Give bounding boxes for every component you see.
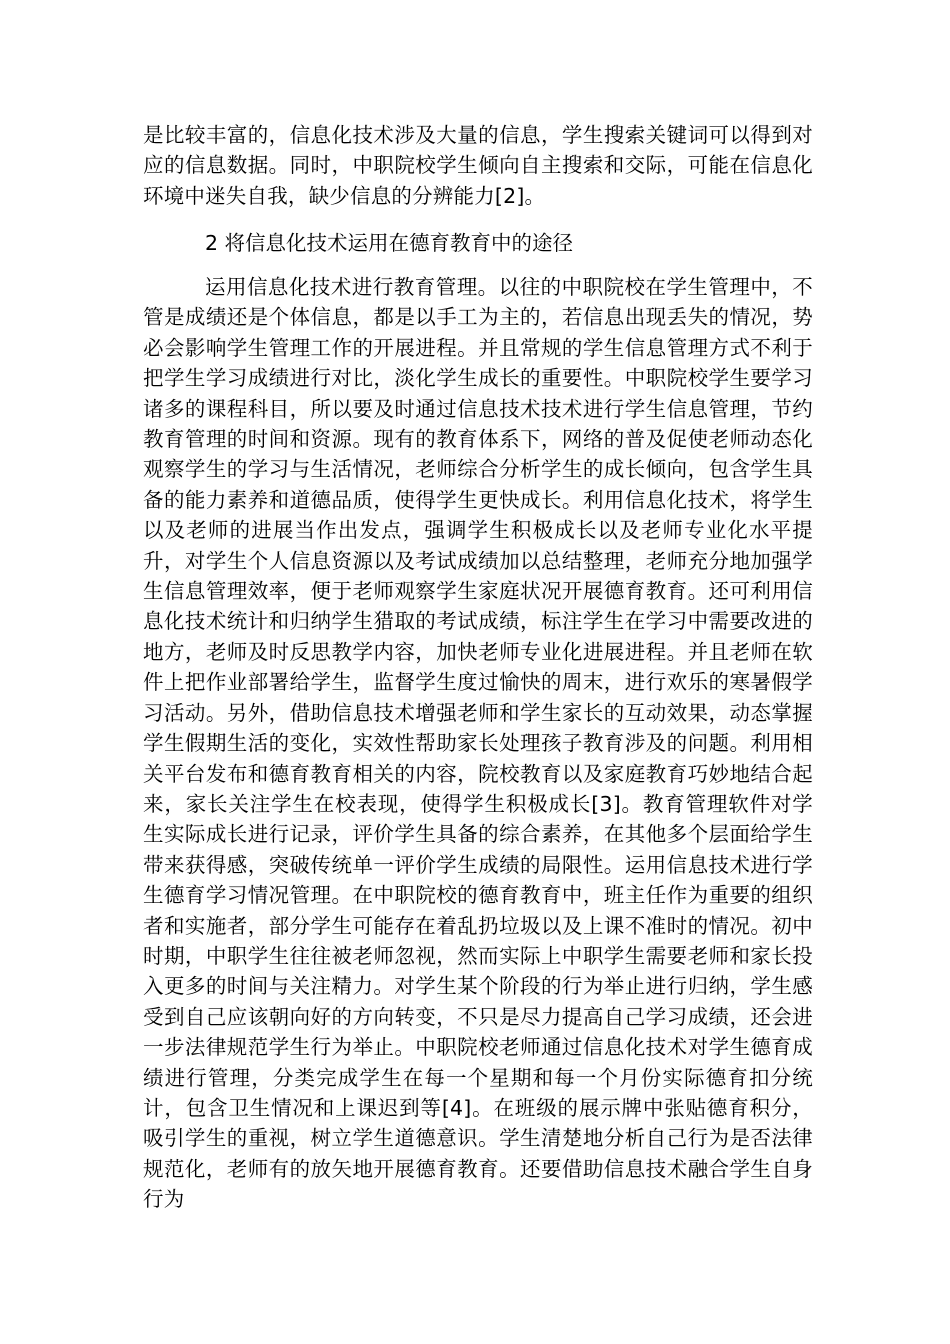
section-heading: 2 将信息化技术运用在德育教育中的途径 [205, 231, 574, 255]
intro-paragraph: 是比较丰富的，信息化技术涉及大量的信息，学生搜索关键词可以得到对应的信息数据。同时，中职院校学生倾向自主搜索和交际，可能在信息化环境中迷失自我，缺少信息的分辨能力[2]。 [143, 123, 813, 208]
main-paragraph: 运用信息化技术进行教育管理。以往的中职院校在学生管理中，不管是成绩还是个体信息，都是以手工为主的，若信息出现丢失的情况，势必会影响学生管理工作的开展进程。并且常规的学生信息管理方式不利于把学生学习成绩进行对比，淡化学生成长的重要性。中职院校学生要学习诸多的课程科目，所以要及时通过信息技术技术进行学生信息管理，节约教育管理的时间和资源。现有的教育体系下，网络的普及促使老师动态化观察学生的学习与生活情况，老师综合分析学生的成长倾向，包含学生具备的能力素养和道德品质，使得学生更快成长。利用信息化技术，将学生以及老师的进展当作出发点，强调学生积极成长以及老师专业化水平提升，对学生个人信息资源以及考试成绩加以总结整理，老师充分地加强学生信息管理效率，便于老师观察学生家庭状况开展德育教育。还可利用信息化技术统计和归纳学生猎取的考试成绩，标注学生在学习中需要改进的地方，老师及时反思教学内容，加快老师专业化进展进程。并且老师在软件上把作业部署给学生，监督学生度过愉快的周末，进行欢乐的寒暑假学习活动。另外，借助信息技术增强老师和学生家长的互动效果，动态掌握学生假期生活的变化，实效性帮助家长处理孩子教育涉及的问题。利用相关平台发布和德育教育相关的内容，院校教育以及家庭教育巧妙地结合起来，家长关注学生在校表现，使得学生积极成长[3]。教育管理软件对学生实际成长进行记录，评价学生具备的综合素养，在其他多个层面给学生带来获得感，突破传统单一评价学生成绩的局限性。运用信息技术进行学生德育学习情况管理。在中职院校的德育教育中，班主任作为重要的组织者和实施者，部分学生可能存在着乱扔垃圾以及上课不准时的情况。初中时期，中职学生往往被老师忽视，然而实际上中职学生需要老师和家长投入更多的时间与关注精力。对学生某个阶段的行为举止进行归纳，学生感受到自己应该朝向好的方向转变，不只是尽力提高自己学习成绩，还会进一步法律规范学生行为举止。中职院校老师通过信息化技术对学生德育成绩进行管理，分类完成学生在每一个星期和每一个月份实际德育扣分统计，包含卫生情况和上课迟到等[4]。在班级的展示牌中张贴德育积分，吸引学生的重视，树立学生道德意识。学生清楚地分析自己行为是否法律规范化，老师有的放矢地开展德育教育。还要借助信息技术融合学生自身行为 [143, 275, 813, 1212]
